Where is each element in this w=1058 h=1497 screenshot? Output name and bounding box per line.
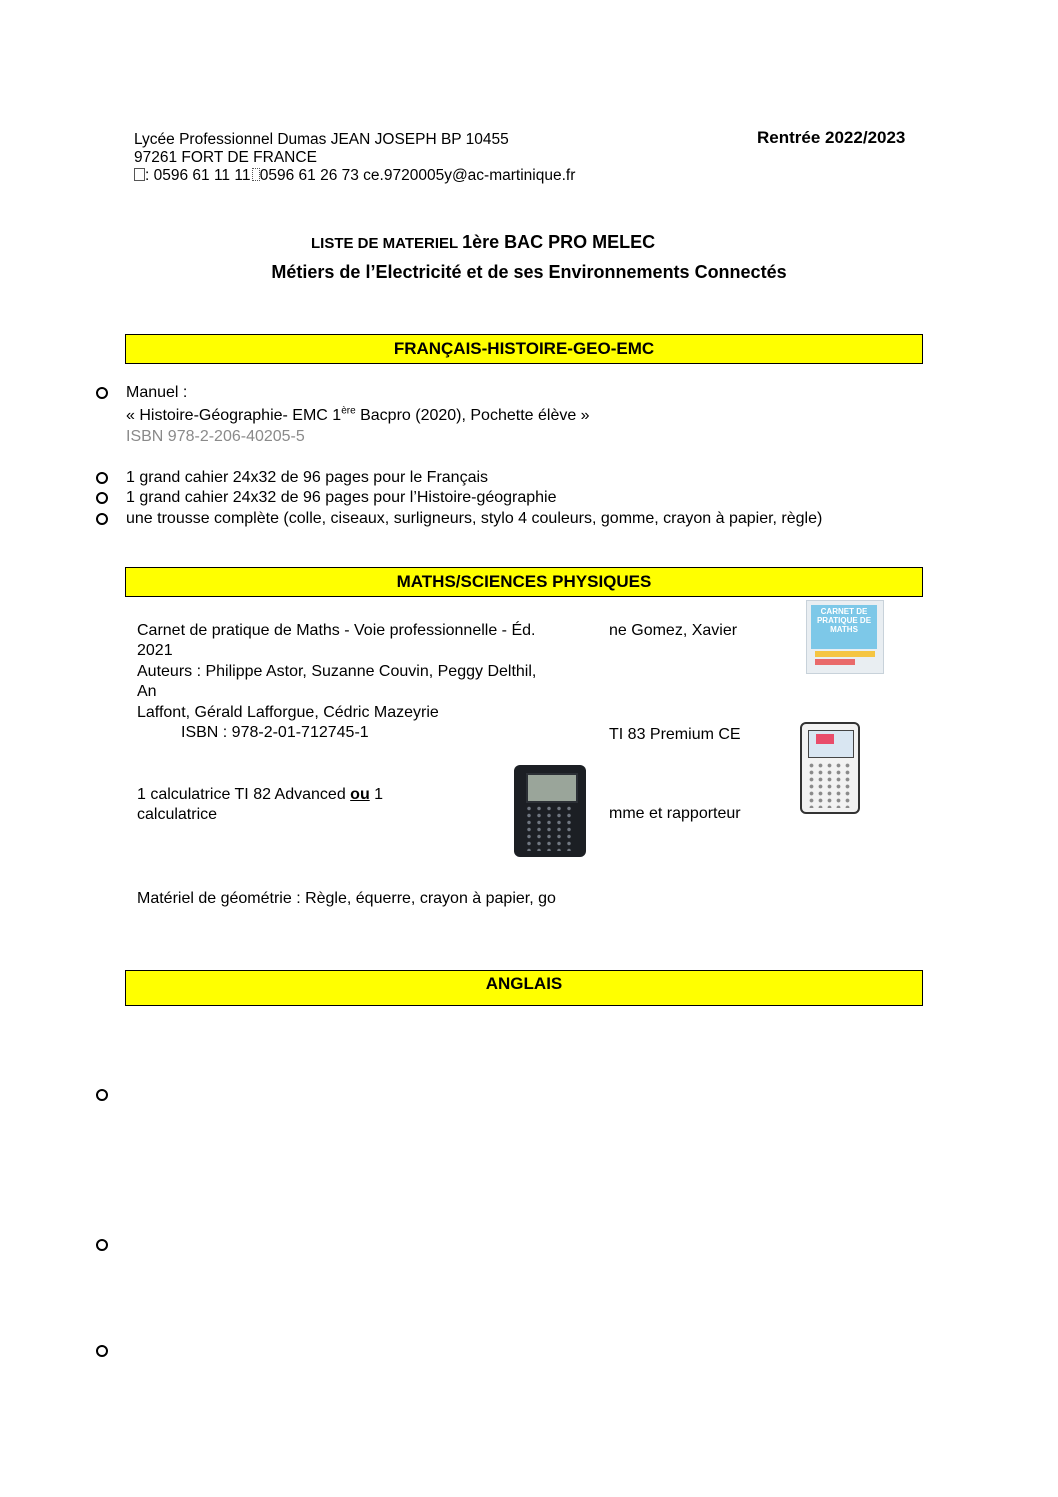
carnet-isbn: ISBN : 978-2-01-712745-1 (181, 724, 369, 741)
carnet-line4: An (137, 683, 157, 700)
title-prefix: LISTE DE MATERIEL (311, 235, 463, 252)
fax-icon (252, 168, 260, 181)
calculator-alt-label: TI 83 Premium CE (609, 726, 741, 743)
bullet-icon (96, 387, 108, 399)
bullet-icon (96, 1345, 108, 1357)
school-year: Rentrée 2022/2023 (757, 128, 906, 147)
calc-text-b: 1 (369, 786, 384, 803)
carnet-line2: 2021 (137, 642, 173, 659)
section-heading-maths: MATHS/SCIENCES PHYSIQUES (125, 567, 923, 597)
calculator-ti82-image (514, 765, 586, 857)
calculator-ti83-image (800, 722, 860, 814)
manuel-isbn: ISBN 978-2-206-40205-5 (126, 428, 305, 445)
bullet-icon (96, 492, 108, 504)
list-item: 1 grand cahier 24x32 de 96 pages pour le Français (126, 469, 489, 486)
calculator-line (137, 785, 383, 805)
book-cover-image (806, 600, 884, 674)
phone-number: : 0596 61 11 11 (145, 167, 251, 184)
list-item: 1 grand cahier 24x32 de 96 pages pour l’Histoire-géographie (126, 489, 557, 506)
carnet-line3: Auteurs : Philippe Astor, Suzanne Couvin, Peggy Delthil, (137, 663, 537, 680)
calc-text-a: 1 calculatrice TI 82 Advanced (137, 786, 351, 803)
section-heading-francais: FRANÇAIS-HISTOIRE-GEO-EMC (125, 334, 923, 364)
bullet-icon (96, 513, 108, 525)
bullet-icon (96, 1239, 108, 1251)
page-subtitle: Métiers de l’Electricité et de ses Environnements Connectés (271, 262, 787, 282)
bullet-icon (96, 472, 108, 484)
carnet-line1: Carnet de pratique de Maths - Voie professionnelle - Éd. (137, 622, 536, 639)
carnet-right-fragment: ne Gomez, Xavier (609, 622, 738, 639)
manuel-title-b: Bacpro (2020), Pochette élève » (355, 407, 590, 424)
geometry-line: Matériel de géométrie : Règle, équerre, crayon à papier, go (137, 890, 556, 907)
phone-icon (134, 168, 145, 181)
manuel-title-a: « Histoire-Géographie- EMC 1 (126, 407, 342, 424)
geometry-right-fragment: mme et rapporteur (609, 805, 741, 822)
calculator-line2: calculatrice (137, 806, 218, 823)
school-name: Lycée Professionnel Dumas JEAN JOSEPH BP 10455 (134, 131, 509, 148)
calc-ou: ou (350, 786, 370, 803)
bullet-icon (96, 1089, 108, 1101)
contact-line (134, 166, 575, 186)
book-cover-text: CARNET DE PRATIQUE DE MATHS (816, 607, 872, 634)
manuel-label: Manuel : (126, 384, 188, 401)
title-main: 1ère BAC PRO MELEC (462, 232, 656, 252)
fax-and-email: 0596 61 26 73 ce.9720005y@ac-martinique.fr (259, 167, 576, 184)
list-item: une trousse complète (colle, ciseaux, surligneurs, stylo 4 couleurs, gomme, crayon à papier, règle) (126, 510, 823, 527)
page-title (311, 232, 655, 253)
section-heading-anglais: ANGLAIS (125, 970, 923, 1006)
manuel-title (126, 406, 590, 426)
school-city: 97261 FORT DE FRANCE (134, 149, 317, 166)
carnet-line5: Laffont, Gérald Lafforgue, Cédric Mazeyrie (137, 704, 439, 721)
manuel-title-sup: ère (341, 405, 356, 417)
